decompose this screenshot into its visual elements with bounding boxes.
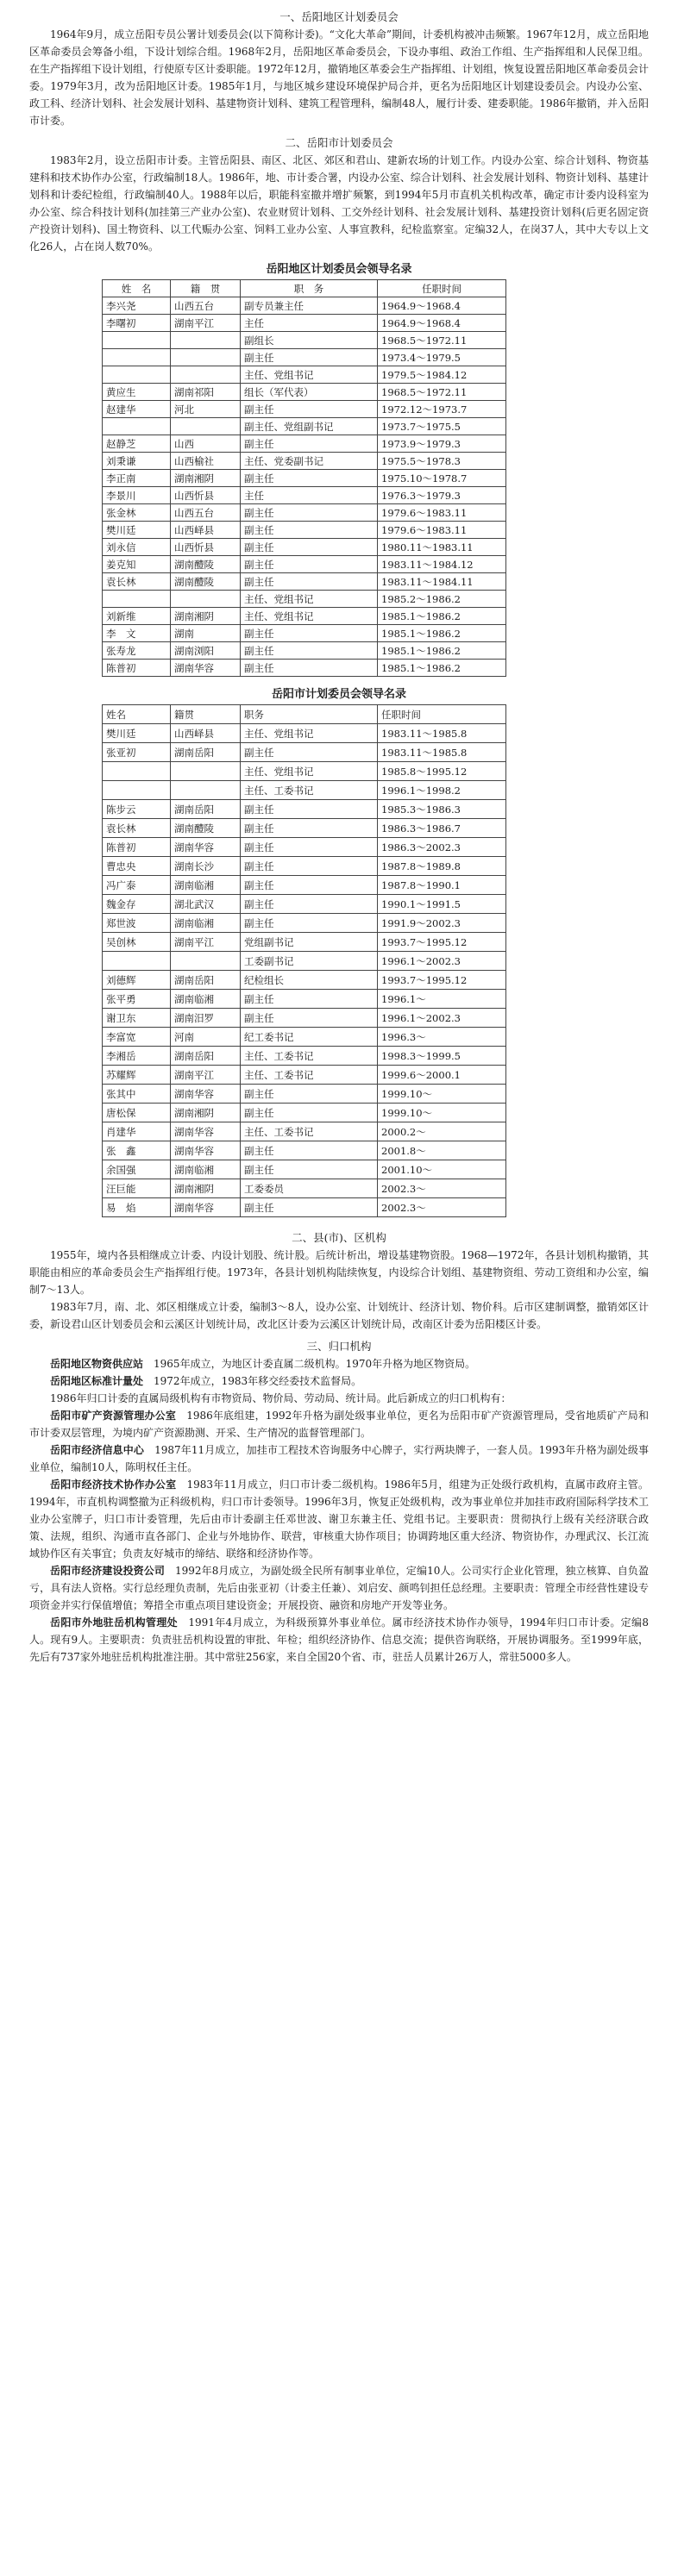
table-row xyxy=(103,332,506,349)
table-row xyxy=(103,625,506,642)
table-row xyxy=(103,1160,506,1179)
term-cell: 1979.6～1983.11 xyxy=(378,504,506,522)
term-cell: 1985.1～1986.2 xyxy=(378,642,506,660)
hometown-cell: 湖北武汉 xyxy=(171,895,241,914)
position-cell: 副主任 xyxy=(241,1104,378,1122)
position-cell: 主任 xyxy=(241,487,378,504)
term-cell: 1985.1～1986.2 xyxy=(378,625,506,642)
hometown-cell: 湖南汨罗 xyxy=(171,1009,241,1028)
table-row xyxy=(103,933,506,952)
hometown-cell xyxy=(171,952,241,971)
term-cell: 2001.8～ xyxy=(378,1141,506,1160)
term-cell: 1987.8～1990.1 xyxy=(378,876,506,895)
position-cell: 副主任 xyxy=(241,556,378,573)
hometown-cell: 湖南 xyxy=(171,625,241,642)
agency-name: 岳阳地区物资供应站 xyxy=(50,1358,144,1370)
term-cell: 1996.1～1998.2 xyxy=(378,781,506,800)
term-cell: 1999.6～2000.1 xyxy=(378,1066,506,1085)
leaders-table-region xyxy=(102,279,506,677)
table-row xyxy=(103,401,506,418)
position-cell: 副主任 xyxy=(241,800,378,819)
name-cell: 刘新维 xyxy=(103,608,171,625)
term-cell: 1996.3～ xyxy=(378,1028,506,1047)
name-cell: 唐松保 xyxy=(103,1104,171,1122)
agency-name: 岳阳市经济建设投资公司 xyxy=(50,1565,165,1577)
table-row xyxy=(103,539,506,556)
hometown-cell: 山西五台 xyxy=(171,504,241,522)
name-cell: 刘永信 xyxy=(103,539,171,556)
name-cell: 谢卫东 xyxy=(103,1009,171,1028)
term-cell: 1983.11～1985.8 xyxy=(378,724,506,743)
term-cell: 1998.3～1999.5 xyxy=(378,1047,506,1066)
table-row xyxy=(103,366,506,384)
agency-text: 1965年成立，为地区计委直属二级机构。1970年升格为地区物资局。 xyxy=(154,1358,476,1370)
table-row xyxy=(103,1122,506,1141)
term-cell: 1996.1～2002.3 xyxy=(378,952,506,971)
table-row xyxy=(103,743,506,762)
term-cell: 1985.1～1986.2 xyxy=(378,608,506,625)
term-cell: 1999.10～ xyxy=(378,1085,506,1104)
position-cell: 副主任 xyxy=(241,1160,378,1179)
hometown-cell: 山西忻县 xyxy=(171,539,241,556)
table-row xyxy=(103,591,506,608)
agency-text: 1991年4月成立，为科级预算外事业单位。属市经济技术协作办领导，1994年归口市计委。定编8人。现有9人。主要职责：负责驻岳机构设置的审批、年检；组织经济协作、信息交流；提供咨询联络，开展协调服务。至1999年底，先后有737家外地驻岳机构批准注册。其中常驻256家，来自全国20个省、市，驻岳人员累计26万人，常驻5000多人。 xyxy=(29,1616,649,1663)
name-cell: 李 文 xyxy=(103,625,171,642)
name-cell: 魏金存 xyxy=(103,895,171,914)
agency-paragraph xyxy=(29,1441,649,1476)
table-header: 任职时间 xyxy=(378,705,506,724)
agency-paragraph xyxy=(29,1372,649,1390)
position-cell: 副主任 xyxy=(241,1141,378,1160)
table-row xyxy=(103,642,506,660)
table-row xyxy=(103,608,506,625)
term-cell: 1975.5～1978.3 xyxy=(378,453,506,470)
name-cell: 樊川廷 xyxy=(103,724,171,743)
position-cell: 副主任 xyxy=(241,522,378,539)
position-cell: 副主任 xyxy=(241,401,378,418)
table-header: 职务 xyxy=(241,705,378,724)
term-cell: 1996.1～2002.3 xyxy=(378,1009,506,1028)
position-cell: 副主任 xyxy=(241,625,378,642)
term-cell: 1983.11～1984.11 xyxy=(378,573,506,591)
position-cell: 党组副书记 xyxy=(241,933,378,952)
agency-text: 1983年11月成立，归口市计委二级机构。1986年5月，组建为正处级行政机构，直属市政府主管。1994年，市直机构调整撤为正科级机构，归口市计委领导。1996年3月，恢复正处级机构，改为事业单位并加挂市政府国际科学技术工业办公室牌子，归口市计委管理，先后由市计委副主任邓世波、谢卫东兼主任、党组书记。主要职责：贯彻执行上级有关经济联合政策、法规，组织、沟通市直各部门、企业与外地协作、联营，审核重大协作项目；协调跨地区重大经济、物资协作，办理武汉、长江流域协作区有关事宜；负责友好城市的缔结、联络和经济协作等。 xyxy=(29,1479,649,1560)
term-cell: 1964.9～1968.4 xyxy=(378,297,506,315)
position-cell: 副专员兼主任 xyxy=(241,297,378,315)
term-cell: 1986.3～2002.3 xyxy=(378,838,506,857)
position-cell: 主任、党组书记 xyxy=(241,366,378,384)
hometown-cell: 湖南临湘 xyxy=(171,876,241,895)
position-cell: 副主任 xyxy=(241,743,378,762)
table-row xyxy=(103,1104,506,1122)
hometown-cell: 湖南长沙 xyxy=(171,857,241,876)
hometown-cell: 湖南醴陵 xyxy=(171,573,241,591)
hometown-cell: 湖南临湘 xyxy=(171,1160,241,1179)
position-cell: 副主任 xyxy=(241,876,378,895)
name-cell: 张平勇 xyxy=(103,990,171,1009)
table-title: 岳阳地区计划委员会领导名录 xyxy=(266,263,412,276)
table-header: 职 务 xyxy=(241,280,378,297)
hometown-cell: 湖南醴陵 xyxy=(171,819,241,838)
name-cell xyxy=(103,366,171,384)
term-cell: 1985.1～1986.2 xyxy=(378,660,506,677)
name-cell xyxy=(103,349,171,366)
position-cell: 副主任 xyxy=(241,914,378,933)
agency-name: 岳阳地区标准计量处 xyxy=(50,1375,144,1387)
agency-text: 1972年成立，1983年移交经委技术监督局。 xyxy=(154,1375,362,1387)
section-title-4: 三、归口机构 xyxy=(306,1340,372,1353)
table-row xyxy=(103,971,506,990)
hometown-cell: 湖南岳阳 xyxy=(171,1047,241,1066)
term-cell: 1968.5～1972.11 xyxy=(378,332,506,349)
hometown-cell: 湖南岳阳 xyxy=(171,800,241,819)
position-cell: 主任、党委副书记 xyxy=(241,453,378,470)
term-cell: 1993.7～1995.12 xyxy=(378,933,506,952)
hometown-cell: 河南 xyxy=(171,1028,241,1047)
agency-text: 1986年底组建，1992年升格为副处级事业单位，更名为岳阳市矿产资源管理局，受省地质矿产局和市计委双层管理，为境内矿产资源勘测、开采、生产情况的监督管理部门。 xyxy=(29,1410,649,1439)
term-cell: 1993.7～1995.12 xyxy=(378,971,506,990)
term-cell: 1986.3～1986.7 xyxy=(378,819,506,838)
term-cell: 1983.11～1985.8 xyxy=(378,743,506,762)
position-cell: 副主任 xyxy=(241,435,378,453)
name-cell: 冯广泰 xyxy=(103,876,171,895)
term-cell: 1973.4～1979.5 xyxy=(378,349,506,366)
hometown-cell: 湖南岳阳 xyxy=(171,971,241,990)
name-cell: 张其中 xyxy=(103,1085,171,1104)
position-cell: 副主任 xyxy=(241,470,378,487)
table-row xyxy=(103,1009,506,1028)
term-cell: 1985.2～1986.2 xyxy=(378,591,506,608)
position-cell: 纪工委书记 xyxy=(241,1028,378,1047)
name-cell: 肖建华 xyxy=(103,1122,171,1141)
hometown-cell: 山西忻县 xyxy=(171,487,241,504)
table-row xyxy=(103,724,506,743)
section-title-2: 二、岳阳市计划委员会 xyxy=(285,136,393,149)
position-cell: 副组长 xyxy=(241,332,378,349)
name-cell: 姜克知 xyxy=(103,556,171,573)
table-row xyxy=(103,418,506,435)
table-row xyxy=(103,573,506,591)
term-cell: 2002.3～ xyxy=(378,1198,506,1217)
leaders-table-city xyxy=(102,704,506,1217)
section-title-3: 二、县(市)、区机构 xyxy=(292,1231,386,1244)
table-row xyxy=(103,800,506,819)
name-cell: 刘秉谦 xyxy=(103,453,171,470)
table-row xyxy=(103,1085,506,1104)
hometown-cell: 湖南浏阳 xyxy=(171,642,241,660)
name-cell: 赵静芝 xyxy=(103,435,171,453)
term-cell: 1976.3～1979.3 xyxy=(378,487,506,504)
name-cell: 赵建华 xyxy=(103,401,171,418)
hometown-cell: 湖南祁阳 xyxy=(171,384,241,401)
hometown-cell: 山西峄县 xyxy=(171,522,241,539)
position-cell: 主任 xyxy=(241,315,378,332)
name-cell: 曹忠央 xyxy=(103,857,171,876)
name-cell: 苏耀辉 xyxy=(103,1066,171,1085)
term-cell: 1973.7～1975.5 xyxy=(378,418,506,435)
paragraph: 1983年7月，南、北、郊区相继成立计委，编制3～8人，设办公室、计划统计、经济计划、物价科。后市区建制调整，撤销郊区计委，新设君山区计划委员会和云溪区计划统计局，改北区计委为云溪区计划统计局，改南区计委为岳阳楼区计委。 xyxy=(29,1301,649,1330)
hometown-cell: 湖南华容 xyxy=(171,1198,241,1217)
position-cell: 主任、党组书记 xyxy=(241,591,378,608)
hometown-cell: 湖南岳阳 xyxy=(171,743,241,762)
term-cell: 1999.10～ xyxy=(378,1104,506,1122)
table-row xyxy=(103,857,506,876)
term-cell: 2000.2～ xyxy=(378,1122,506,1141)
name-cell xyxy=(103,591,171,608)
table-header: 籍贯 xyxy=(171,705,241,724)
table-title: 岳阳市计划委员会领导名录 xyxy=(271,688,406,701)
agency-paragraph xyxy=(29,1407,649,1441)
name-cell: 张寿龙 xyxy=(103,642,171,660)
table-row xyxy=(103,487,506,504)
table-row xyxy=(103,1047,506,1066)
term-cell: 1985.3～1986.3 xyxy=(378,800,506,819)
table-row xyxy=(103,1179,506,1198)
name-cell xyxy=(103,418,171,435)
position-cell: 主任、工委书记 xyxy=(241,1047,378,1066)
attached-agencies-list xyxy=(0,1355,678,1666)
term-cell: 2001.10～ xyxy=(378,1160,506,1179)
table-row xyxy=(103,762,506,781)
name-cell: 张 鑫 xyxy=(103,1141,171,1160)
agency-paragraph xyxy=(29,1562,649,1614)
name-cell: 汪巨能 xyxy=(103,1179,171,1198)
position-cell: 副主任 xyxy=(241,573,378,591)
hometown-cell: 湖南平江 xyxy=(171,315,241,332)
term-cell: 1975.10～1978.7 xyxy=(378,470,506,487)
hometown-cell: 湖南湘阴 xyxy=(171,1179,241,1198)
table-row xyxy=(103,297,506,315)
hometown-cell: 湖南华容 xyxy=(171,1122,241,1141)
hometown-cell: 山西五台 xyxy=(171,297,241,315)
term-cell: 1991.9～2002.3 xyxy=(378,914,506,933)
hometown-cell: 湖南华容 xyxy=(171,838,241,857)
name-cell: 余国强 xyxy=(103,1160,171,1179)
table-row xyxy=(103,470,506,487)
term-cell: 1968.5～1972.11 xyxy=(378,384,506,401)
position-cell: 主任、工委书记 xyxy=(241,781,378,800)
hometown-cell: 湖南平江 xyxy=(171,933,241,952)
position-cell: 主任、党组书记 xyxy=(241,762,378,781)
table-row xyxy=(103,876,506,895)
term-cell: 1979.5～1984.12 xyxy=(378,366,506,384)
hometown-cell xyxy=(171,591,241,608)
table-row xyxy=(103,349,506,366)
table-header: 任职时间 xyxy=(378,280,506,297)
hometown-cell: 湖南醴陵 xyxy=(171,556,241,573)
hometown-cell xyxy=(171,366,241,384)
position-cell: 副主任 xyxy=(241,857,378,876)
hometown-cell: 湖南湘阴 xyxy=(171,470,241,487)
table-row xyxy=(103,895,506,914)
table-row xyxy=(103,1066,506,1085)
name-cell: 陈普初 xyxy=(103,660,171,677)
table-row xyxy=(103,1028,506,1047)
hometown-cell: 湖南湘阴 xyxy=(171,1104,241,1122)
table-row xyxy=(103,781,506,800)
name-cell xyxy=(103,952,171,971)
agency-paragraph xyxy=(29,1614,649,1666)
name-cell: 郑世波 xyxy=(103,914,171,933)
agency-paragraph xyxy=(29,1476,649,1562)
table-row xyxy=(103,660,506,677)
position-cell: 组长（军代表） xyxy=(241,384,378,401)
position-cell: 副主任 xyxy=(241,504,378,522)
table-row xyxy=(103,914,506,933)
position-cell: 主任、工委书记 xyxy=(241,1066,378,1085)
position-cell: 主任、工委书记 xyxy=(241,1122,378,1141)
position-cell: 副主任 xyxy=(241,642,378,660)
term-cell: 1987.8～1989.8 xyxy=(378,857,506,876)
position-cell: 副主任 xyxy=(241,349,378,366)
position-cell: 副主任 xyxy=(241,660,378,677)
table-row xyxy=(103,990,506,1009)
table-row xyxy=(103,315,506,332)
agency-name: 岳阳市经济信息中心 xyxy=(50,1444,144,1456)
hometown-cell: 山西 xyxy=(171,435,241,453)
agency-text: 1987年11月成立，加挂市工程技术咨询服务中心牌子，实行两块牌子，一套人员。1993年升格为副处级事业单位，编制10人，陈明权任主任。 xyxy=(29,1444,649,1473)
hometown-cell: 湖南临湘 xyxy=(171,914,241,933)
hometown-cell xyxy=(171,349,241,366)
name-cell: 黄应生 xyxy=(103,384,171,401)
hometown-cell: 湖南临湘 xyxy=(171,990,241,1009)
term-cell: 2002.3～ xyxy=(378,1179,506,1198)
term-cell: 1980.11～1983.11 xyxy=(378,539,506,556)
position-cell: 副主任 xyxy=(241,895,378,914)
hometown-cell xyxy=(171,332,241,349)
name-cell: 李兴尧 xyxy=(103,297,171,315)
position-cell: 副主任 xyxy=(241,539,378,556)
position-cell: 副主任 xyxy=(241,819,378,838)
table-row xyxy=(103,522,506,539)
hometown-cell: 湖南华容 xyxy=(171,660,241,677)
hometown-cell: 湖南华容 xyxy=(171,1085,241,1104)
agency-paragraph xyxy=(29,1355,649,1372)
name-cell: 李湘岳 xyxy=(103,1047,171,1066)
name-cell xyxy=(103,762,171,781)
paragraph: 1964年9月，成立岳阳专员公署计划委员会(以下简称计委)。“文化大革命”期间，计委机构被冲击频繁。1967年12月，成立岳阳地区革命委员会筹备小组，下设计划综合组。1968年2月，岳阳地区革命委员会，下设办事组、政治工作组、生产指挥组和人民保卫组。在生产指挥组下设计划组，行使原专区计委职能。1972年12月，撤销地区革委会生产指挥组、计划组，恢复设置岳阳地区革命委员会计委。1979年3月，改为岳阳地区计委。1985年1月，与地区城乡建设环境保护局合并，更名为岳阳地区计划建设委员会。内设办公室、政工科、经济计划科、社会发展计划科、基建物资计划科、建筑工程管理科，编制48人，履行计委、建委职能。1986年撤销，并入岳阳市计委。 xyxy=(29,28,649,127)
name-cell: 张金林 xyxy=(103,504,171,522)
position-cell: 副主任 xyxy=(241,1009,378,1028)
name-cell: 樊川廷 xyxy=(103,522,171,539)
hometown-cell: 湖南华容 xyxy=(171,1141,241,1160)
table-header: 籍 贯 xyxy=(171,280,241,297)
hometown-cell xyxy=(171,762,241,781)
position-cell: 副主任 xyxy=(241,1198,378,1217)
position-cell: 副主任 xyxy=(241,1085,378,1104)
table-header: 姓 名 xyxy=(103,280,171,297)
hometown-cell: 湖南平江 xyxy=(171,1066,241,1085)
name-cell: 李景川 xyxy=(103,487,171,504)
table-row xyxy=(103,1198,506,1217)
name-cell xyxy=(103,332,171,349)
table-row xyxy=(103,504,506,522)
table-row xyxy=(103,453,506,470)
table-row xyxy=(103,952,506,971)
term-cell: 1972.12～1973.7 xyxy=(378,401,506,418)
name-cell xyxy=(103,781,171,800)
name-cell: 刘德辉 xyxy=(103,971,171,990)
agency-text: 1992年8月成立，为副处级全民所有制事业单位，定编10人。公司实行企业化管理，独立核算、自负盈亏，具有法人资格。实行总经理负责制，先后由张亚初（计委主任兼）、刘启安、颜鸣钊担任总经理。主要职责：管理全市经营性建设专项资金并实行保值增值；筹措全市重点项目建设资金；开展投资、融资和房地产开发等业务。 xyxy=(29,1565,649,1611)
agency-name: 岳阳市矿产资源管理办公室 xyxy=(50,1410,177,1422)
term-cell: 1990.1～1991.5 xyxy=(378,895,506,914)
name-cell: 陈普初 xyxy=(103,838,171,857)
section-title-1: 一、岳阳地区计划委员会 xyxy=(279,10,399,23)
table-row xyxy=(103,1141,506,1160)
hometown-cell: 山西榆社 xyxy=(171,453,241,470)
term-cell: 1964.9～1968.4 xyxy=(378,315,506,332)
table-row xyxy=(103,556,506,573)
hometown-cell: 山西峄县 xyxy=(171,724,241,743)
position-cell: 主任、党组书记 xyxy=(241,608,378,625)
table-row xyxy=(103,384,506,401)
hometown-cell: 河北 xyxy=(171,401,241,418)
name-cell: 袁长林 xyxy=(103,573,171,591)
name-cell: 张亚初 xyxy=(103,743,171,762)
name-cell: 陈步云 xyxy=(103,800,171,819)
name-cell: 吴创林 xyxy=(103,933,171,952)
name-cell: 李富宽 xyxy=(103,1028,171,1047)
table-row xyxy=(103,838,506,857)
paragraph: 1955年，境内各县相继成立计委、内设计划股、统计股。后统计析出，增设基建物资股。1968—1972年，各县计划机构撤销，其职能由相应的革命委员会生产指挥组行使。1973年，各县计划机构陆续恢复，内设综合计划组、基建物资组、劳动工资组和办公室，编制7～13人。 xyxy=(29,1249,649,1296)
hometown-cell xyxy=(171,418,241,435)
position-cell: 工委委员 xyxy=(241,1179,378,1198)
agency-text: 1986年归口计委的直属局级机构有市物资局、物价局、劳动局、统计局。此后新成立的归口机构有： xyxy=(50,1392,512,1404)
agency-name: 岳阳市外地驻岳机构管理处 xyxy=(50,1616,178,1629)
term-cell: 1996.1～ xyxy=(378,990,506,1009)
position-cell: 副主任 xyxy=(241,838,378,857)
term-cell: 1983.11～1984.12 xyxy=(378,556,506,573)
name-cell: 易 焰 xyxy=(103,1198,171,1217)
table-row xyxy=(103,435,506,453)
position-cell: 工委副书记 xyxy=(241,952,378,971)
name-cell: 李曙初 xyxy=(103,315,171,332)
term-cell: 1979.6～1983.11 xyxy=(378,522,506,539)
position-cell: 副主任 xyxy=(241,990,378,1009)
name-cell: 李正南 xyxy=(103,470,171,487)
hometown-cell xyxy=(171,781,241,800)
agency-name: 岳阳市经济技术协作办公室 xyxy=(50,1479,177,1491)
hometown-cell: 湖南湘阴 xyxy=(171,608,241,625)
table-row xyxy=(103,819,506,838)
position-cell: 主任、党组书记 xyxy=(241,724,378,743)
table-header: 姓名 xyxy=(103,705,171,724)
term-cell: 1985.8～1995.12 xyxy=(378,762,506,781)
position-cell: 副主任、党组副书记 xyxy=(241,418,378,435)
position-cell: 纪检组长 xyxy=(241,971,378,990)
term-cell: 1973.9～1979.3 xyxy=(378,435,506,453)
agency-paragraph xyxy=(29,1390,649,1407)
name-cell: 袁长林 xyxy=(103,819,171,838)
paragraph: 1983年2月，设立岳阳市计委。主管岳阳县、南区、北区、郊区和君山、建新农场的计划工作。内设办公室、综合计划科、物资基建科和技术协作办公室，行政编制18人。1986年，地、市计委合署，内设办公室、综合计划科、社会发展计划科、物资计划科、基建计划科和计委纪检组，行政编制40人。1988年以后，职能科室撤并增扩频繁，到1994年5月市直机关机构改革，确定市计委内设科室为办公室、综合科技计划科(加挂第三产业办公室)、农业财贸计划科、工交外经计划科、社会发展计划科、基建投资计划科(后更名固定资产投资计划科)、国土物资科、以工代赈办公室、饲料工业办公室、人事宣教科，纪检监察室。定编32人，在岗37人，其中大专以上文化26人，占在岗人数70%。 xyxy=(29,154,649,253)
